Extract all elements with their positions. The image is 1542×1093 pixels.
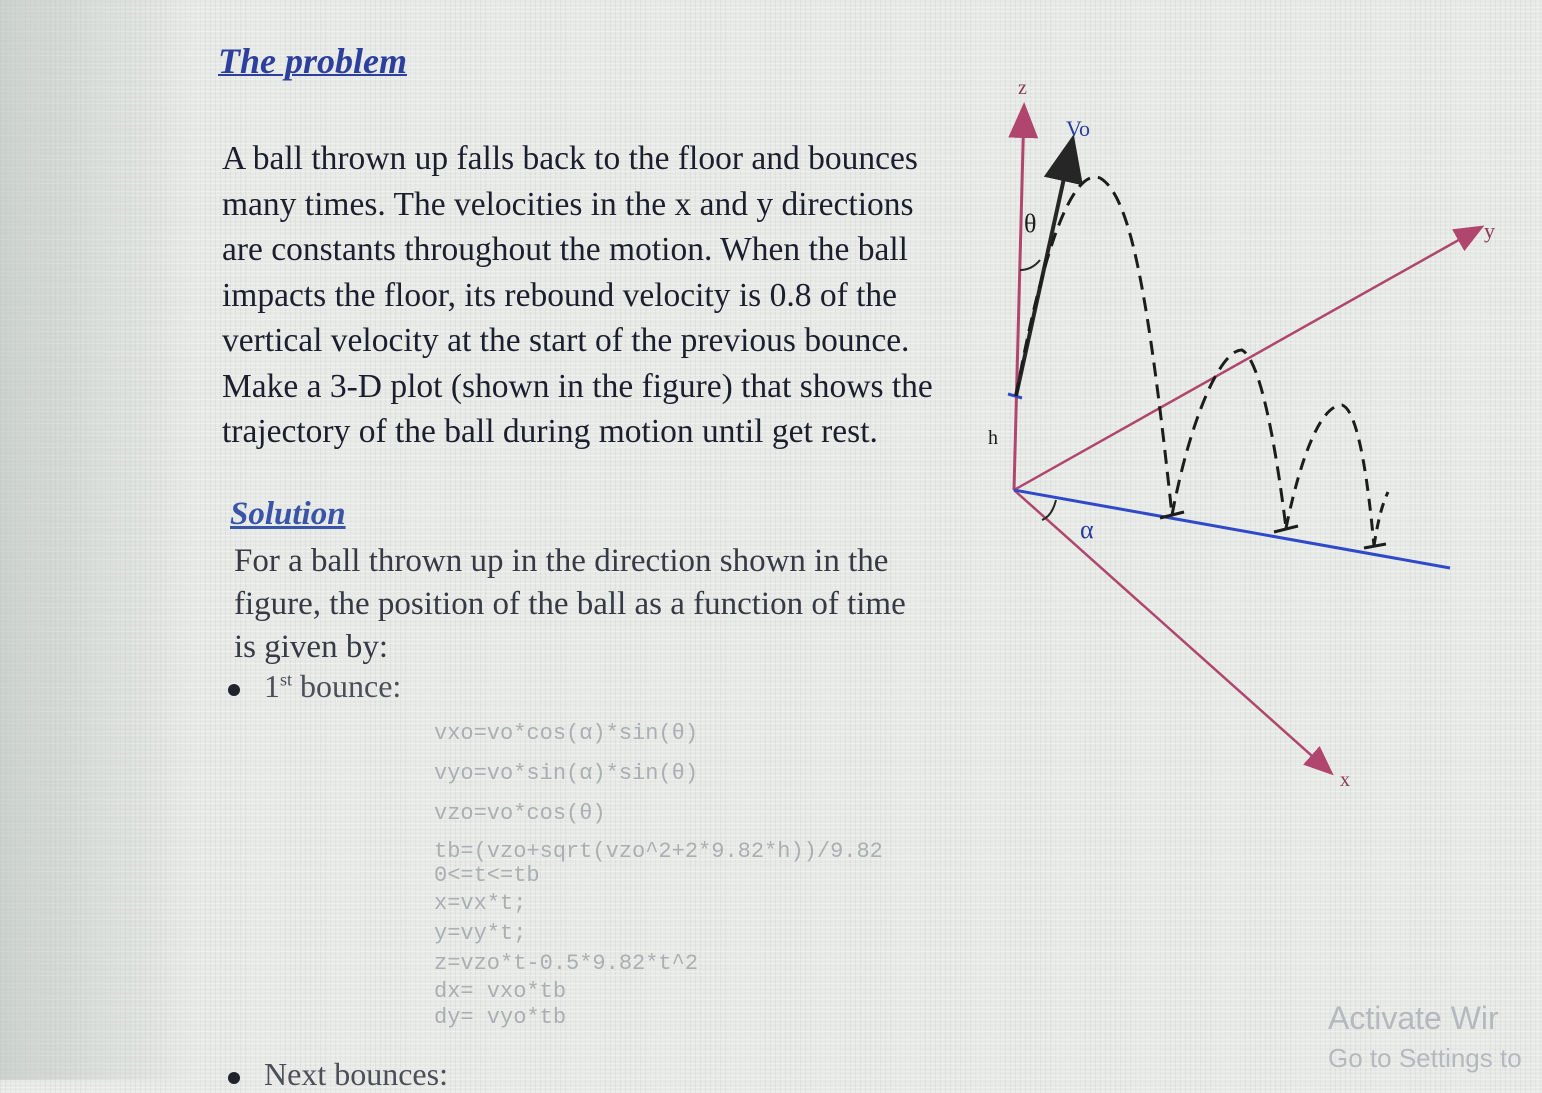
solution-line: For a ball thrown up in the direction shown in the: [234, 543, 889, 579]
bounce-tick: [1364, 544, 1386, 548]
code-line: y=vy*t;: [434, 921, 527, 946]
bullet-first-bounce: [228, 668, 401, 705]
code-line: 0<=t<=tb: [434, 863, 540, 888]
problem-line: many times. The velocities in the x and y directions: [222, 185, 914, 223]
theta-arc: [1020, 260, 1040, 270]
bullet-ordinal-suffix: st: [280, 669, 293, 690]
bullet-dot-icon: [228, 684, 240, 696]
code-line: vyo=vo*sin(α)*sin(θ): [434, 761, 699, 786]
problem-statement: [222, 136, 982, 455]
problem-title: The problem: [218, 41, 407, 81]
z-axis-label: z: [1018, 77, 1027, 99]
problem-line: impacts the floor, its rebound velocity is 0.8 of the: [222, 276, 898, 314]
trajectory-bounce-4: [1374, 492, 1388, 546]
watermark-line: Activate Wir: [1328, 1000, 1499, 1036]
solution-line: figure, the position of the ball as a function of time: [234, 586, 906, 622]
bounce-figure: [980, 60, 1520, 820]
trajectory-bounce-1: [1016, 177, 1172, 515]
h-label: h: [988, 427, 998, 449]
trajectory-bounce-3: [1286, 405, 1374, 546]
page-shadow: [0, 0, 200, 1080]
bullet-label: bounce:: [292, 668, 402, 704]
vo-label: Vo: [1066, 116, 1091, 141]
bullet-dot-icon: [228, 1072, 240, 1084]
solution-text: [234, 540, 974, 669]
bullet-ordinal: 1: [264, 668, 280, 704]
code-line: dx= vxo*tb: [434, 979, 567, 1004]
z-axis: [1014, 108, 1024, 490]
x-axis: [1014, 490, 1330, 772]
y-axis-label: y: [1484, 218, 1495, 243]
theta-label: θ: [1024, 209, 1037, 238]
watermark-line: Go to Settings to: [1328, 1043, 1522, 1073]
bullet-next-bounces: [228, 1056, 448, 1093]
code-line: tb=(vzo+sqrt(vzo^2+2*9.82*h))/9.82: [434, 839, 883, 864]
code-line: z=vzo*t-0.5*9.82*t^2: [434, 951, 699, 976]
problem-line: A ball thrown up falls back to the floor and bounces: [222, 140, 918, 177]
activation-watermark: [1328, 1000, 1522, 1074]
problem-line: trajectory of the ball during motion until get rest.: [222, 413, 878, 450]
problem-line: vertical velocity at the start of the previous bounce.: [222, 322, 910, 359]
code-block: [434, 718, 883, 1030]
problem-line: Make a 3-D plot (shown in the figure) that shows the: [222, 367, 933, 405]
solution-line: is given by:: [234, 629, 388, 665]
alpha-label: α: [1080, 515, 1094, 544]
bullet-label: Next bounces:: [264, 1056, 448, 1092]
code-line: x=vx*t;: [434, 891, 527, 916]
code-line: vxo=vo*cos(α)*sin(θ): [434, 721, 699, 746]
solution-heading: Solution: [230, 496, 346, 532]
y-axis: [1014, 228, 1480, 490]
trajectory-bounce-2: [1172, 350, 1286, 528]
code-line: dy= vyo*tb: [434, 1005, 567, 1030]
code-line: vzo=vo*cos(θ): [434, 801, 606, 826]
x-axis-label: x: [1340, 769, 1350, 791]
problem-line: are constants throughout the motion. When the ball: [222, 231, 908, 268]
